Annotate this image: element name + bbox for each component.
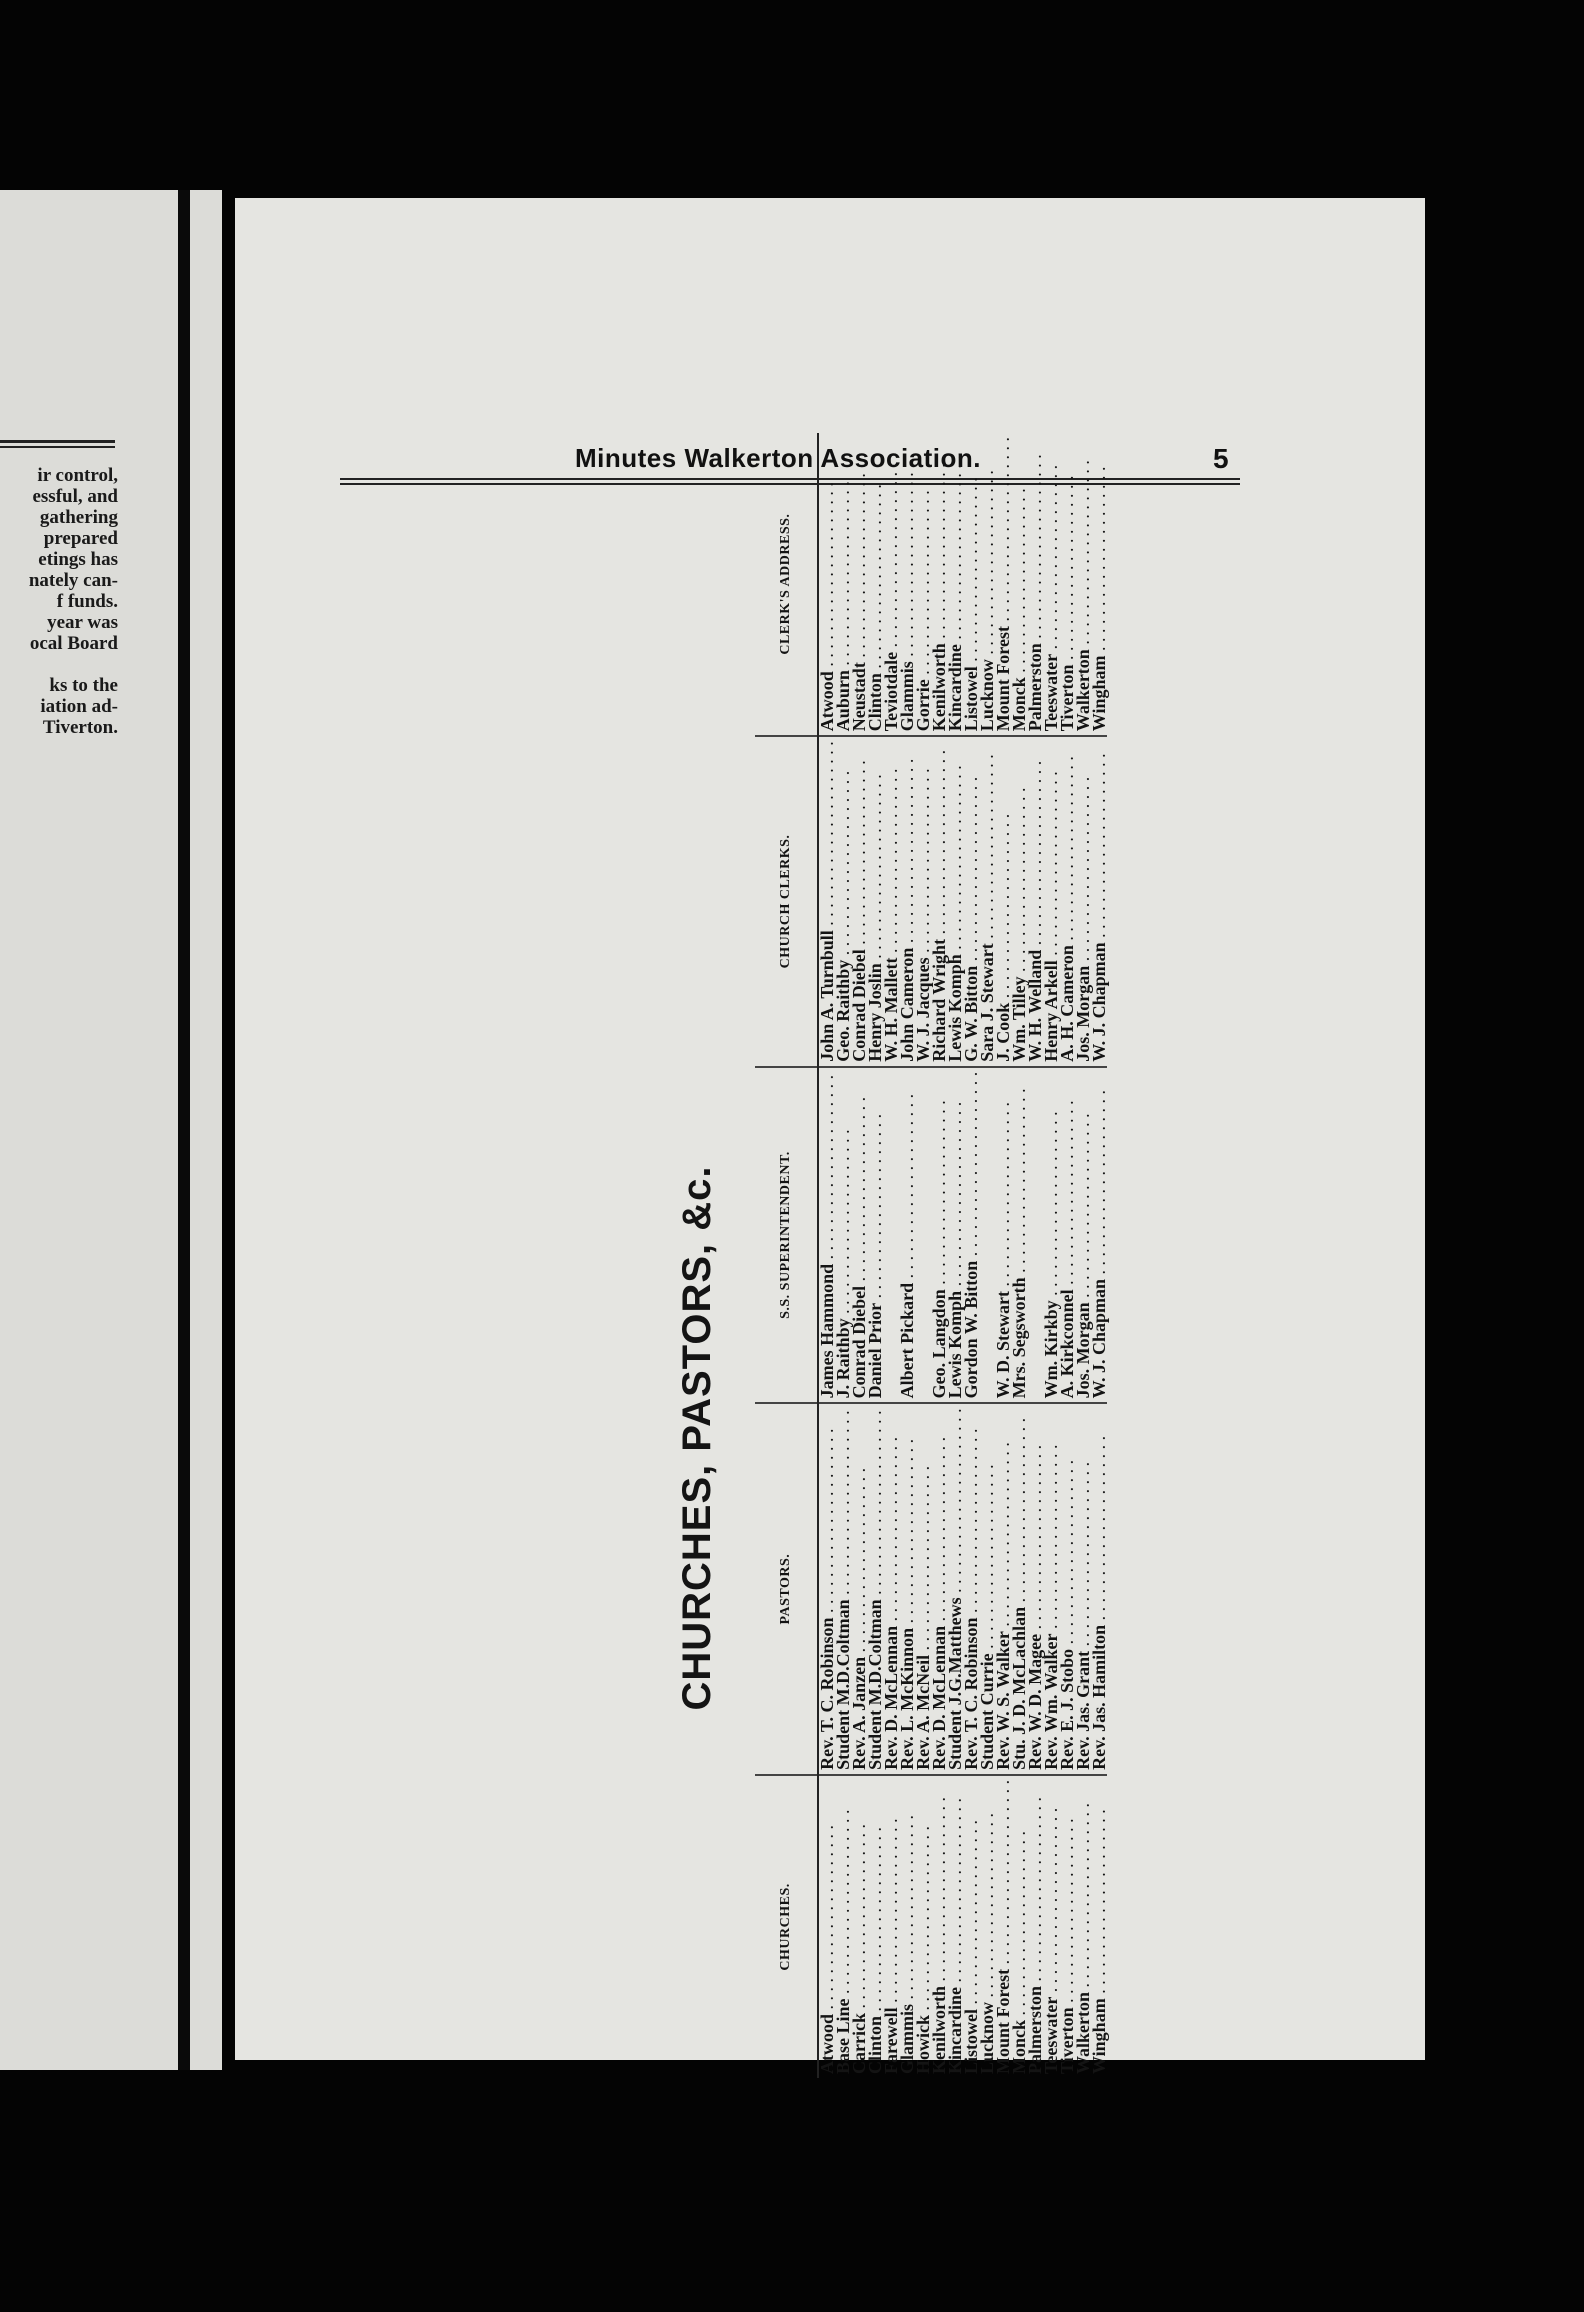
- address-cell-text: Neustadt: [849, 662, 869, 732]
- church-cell-text: Teeswater: [1041, 1996, 1061, 2074]
- clerk-cell-text: Geo. Raithby: [833, 959, 853, 1062]
- superintendent-cell: [1091, 1067, 1107, 1404]
- clerk-cell-text: W. H. Mallett: [881, 957, 901, 1062]
- address-cell-text: Auburn: [833, 670, 853, 732]
- church-cell-text: Farewell: [881, 2007, 901, 2074]
- pastor-cell-text: Rev. A. McNeil: [913, 1654, 933, 1770]
- column-header-clerks-address: CLERK'S ADDRESS.: [755, 433, 818, 736]
- church-cell-text: Mount Forest: [993, 1968, 1013, 2074]
- superintendent-cell-text: Geo. Langdon: [929, 1289, 949, 1399]
- address-cell-text: Teeswater: [1041, 653, 1061, 732]
- superintendent-cell: [1011, 1067, 1027, 1404]
- address-cell-text: Atwood: [817, 671, 837, 732]
- left-page-line: [0, 654, 118, 675]
- church-cell-text: Kincardine: [945, 1986, 965, 2074]
- superintendent-cell-text: A. Kirkconnel: [1057, 1289, 1077, 1399]
- pastor-cell-text: Stu. J. D. McLachlan: [1009, 1606, 1029, 1770]
- superintendent-cell-text: Albert Pickard: [897, 1282, 917, 1399]
- address-cell-text: Kincardine: [945, 644, 965, 732]
- church-cell-text: Glammis: [897, 2004, 917, 2074]
- superintendent-cell-text: Lewis Komph: [945, 1290, 965, 1399]
- column-header-churches: CHURCHES.: [755, 1775, 818, 2078]
- church-cell-text: Clinton: [865, 2015, 885, 2074]
- church-cell-text: Tiverton: [1057, 2007, 1077, 2074]
- right-page: [235, 198, 1425, 2074]
- pastor-cell-text: Rev. W. D. Magee: [1025, 1633, 1045, 1770]
- superintendent-cell: [963, 1067, 979, 1404]
- superintendent-cell-text: Daniel Prior: [865, 1302, 885, 1399]
- clerk-cell-text: A. H. Cameron: [1057, 945, 1077, 1062]
- church-cell-text: Kenilworth: [929, 1986, 949, 2074]
- church-cell-text: Wingham: [1089, 1998, 1109, 2074]
- pastor-cell-text: Rev. Jas. Grant: [1073, 1650, 1093, 1770]
- churches-table: [755, 433, 1107, 2078]
- clerk-cell: [1091, 736, 1107, 1067]
- pastor-cell-text: Rev. E. J. Stobo: [1057, 1648, 1077, 1770]
- left-page-line: ocal Board: [29, 633, 118, 654]
- page-title: CHURCHES, PASTORS, &c.: [675, 1165, 719, 1711]
- left-page-line: iation ad-: [40, 696, 118, 717]
- leader-dots: [1089, 1809, 1109, 1998]
- book-spine: [178, 190, 190, 2070]
- left-page-line: ir control,: [37, 465, 118, 486]
- superintendent-cell-text: W. D. Stewart: [993, 1291, 1013, 1399]
- address-cell-text: Walkerton: [1073, 649, 1093, 732]
- church-cell: [1091, 1775, 1107, 2078]
- address-cell-text: Kenilworth: [929, 643, 949, 732]
- leader-dots: [1089, 1090, 1109, 1279]
- leader-dots: [1089, 1436, 1109, 1625]
- left-page-line: essful, and: [32, 486, 118, 507]
- clerk-cell-text: Jos. Morgan: [1073, 965, 1093, 1062]
- church-cell-text: Palmerston: [1025, 1986, 1045, 2074]
- pastor-cell-text: Rev. Wm. Walker: [1041, 1633, 1061, 1770]
- column-header-church-clerks: CHURCH CLERKS.: [755, 736, 818, 1067]
- pastor-cell-text: Rev. D. McLennan: [929, 1625, 949, 1770]
- left-page-line: etings has: [38, 549, 118, 570]
- superintendent-cell: [867, 1067, 883, 1404]
- clerk-cell-text: Wm. Tilley: [1009, 976, 1029, 1062]
- church-cell-text: Monck: [1009, 2020, 1029, 2074]
- clerk-cell-text: John A. Turnbull: [817, 930, 837, 1062]
- church-cell-text: Carrick: [849, 2013, 869, 2074]
- church-cell-text: Base Line: [833, 1998, 853, 2074]
- superintendent-cell-text: Conrad Diebel: [849, 1285, 869, 1399]
- superintendent-cell-text: Mrs. Segsworth: [1009, 1277, 1029, 1399]
- pastor-cell-text: Rev. D. McLennan: [881, 1625, 901, 1770]
- rotated-table-block: [675, 513, 1175, 2078]
- pastor-cell-text: Student Currie: [977, 1653, 997, 1770]
- left-page-line: Tiverton.: [42, 717, 118, 738]
- clerk-cell-text: Conrad Diebel: [849, 949, 869, 1062]
- clerk-cell-text: W. J. Jacques: [913, 957, 933, 1062]
- clerk-cell-text: Sara J. Stewart: [977, 943, 997, 1062]
- pastor-cell-text: Rev. Jas. Hamilton: [1089, 1624, 1109, 1770]
- table-row: [1091, 433, 1107, 2078]
- superintendent-cell: [899, 1067, 915, 1404]
- church-cell-text: Lucknow: [977, 2001, 997, 2074]
- clerk-cell-text: Lewis Komph: [945, 954, 965, 1062]
- address-cell-text: Palmerston: [1025, 643, 1045, 732]
- clerk-cell-text: G. W. Bitton: [961, 965, 981, 1062]
- left-page-line: year was: [47, 612, 118, 633]
- address-cell: [1091, 433, 1107, 736]
- address-cell-text: Glammis: [897, 661, 917, 732]
- clerk-cell-text: Henry Joslin: [865, 963, 885, 1062]
- address-cell-text: Listowel: [961, 666, 981, 732]
- address-cell-text: Tiverton: [1057, 664, 1077, 732]
- pastor-cell-text: Rev. A. Janzen: [849, 1656, 869, 1770]
- clerk-cell-text: Henry Arkell: [1041, 960, 1061, 1062]
- left-page-line: prepared: [43, 528, 118, 549]
- leader-dots: [897, 1094, 917, 1283]
- superintendent-cell-text: W. J. Chapman: [1089, 1278, 1109, 1399]
- left-page-line: ks to the: [49, 675, 118, 696]
- leader-dots: [1009, 1088, 1029, 1277]
- address-cell-text: Teviotdale: [881, 651, 901, 732]
- clerk-cell-text: John Cameron: [897, 947, 917, 1062]
- column-header-superintendent: S.S. SUPERINTENDENT.: [755, 1067, 818, 1404]
- superintendent-cell-text: Wm. Kirkby: [1041, 1300, 1061, 1399]
- pastor-cell-text: Rev. T. C. Robinson: [817, 1617, 837, 1770]
- superintendent-cell-text: Jos. Morgan: [1073, 1302, 1093, 1399]
- left-page-line: gathering: [39, 507, 118, 528]
- leader-dots: [1089, 466, 1109, 655]
- superintendent-cell-text: James Hammond: [817, 1263, 837, 1399]
- pastor-cell-text: Student M.D.Coltman: [865, 1599, 885, 1770]
- table-header-row: [755, 433, 818, 2078]
- pastor-cell-text: Rev. T. C. Robinson: [961, 1617, 981, 1770]
- address-cell-text: Wingham: [1089, 655, 1109, 732]
- column-header-pastors: PASTORS.: [755, 1403, 818, 1775]
- superintendent-cell-text: Gordon W. Bitton: [961, 1260, 981, 1399]
- clerk-cell-text: Richard Wright: [929, 938, 949, 1062]
- address-cell-text: Mount Forest: [993, 626, 1013, 732]
- address-cell-text: Monck: [1009, 677, 1029, 732]
- page-number: 5: [1213, 443, 1229, 474]
- address-cell-text: Clinton: [865, 673, 885, 732]
- church-cell-text: Listowel: [961, 2009, 981, 2074]
- superintendent-cell-text: J. Raithby: [833, 1318, 853, 1399]
- left-page-line: nately can-: [28, 570, 118, 591]
- church-cell-text: Atwood: [817, 2013, 837, 2074]
- address-cell-text: Lucknow: [977, 659, 997, 732]
- left-page-text: [0, 465, 118, 738]
- running-title: Minutes Walkerton Association.: [575, 443, 982, 473]
- church-cell-text: Howick: [913, 2014, 933, 2074]
- church-cell-text: Walkerton: [1073, 1991, 1093, 2074]
- clerk-cell-text: W. H. Welland: [1025, 949, 1045, 1062]
- pastor-cell-text: Student J.G.Matthews: [945, 1597, 965, 1770]
- clerk-cell-text: W. J. Chapman: [1089, 942, 1109, 1062]
- pastor-cell-text: Rev. W. S. Walker: [993, 1631, 1013, 1770]
- pastor-cell-text: Rev. L. McKinnon: [897, 1627, 917, 1770]
- pastor-cell-text: Student M.D.Coltman: [833, 1599, 853, 1770]
- leader-dots: [961, 1072, 981, 1261]
- address-cell-text: Gorrie: [913, 679, 933, 732]
- leader-dots: [865, 1114, 885, 1303]
- left-page-rule: [0, 440, 115, 448]
- left-page-line: f funds.: [56, 591, 118, 612]
- leader-dots: [1089, 753, 1109, 942]
- pastor-cell: [1091, 1403, 1107, 1775]
- clerk-cell-text: J. Cook: [993, 1002, 1013, 1062]
